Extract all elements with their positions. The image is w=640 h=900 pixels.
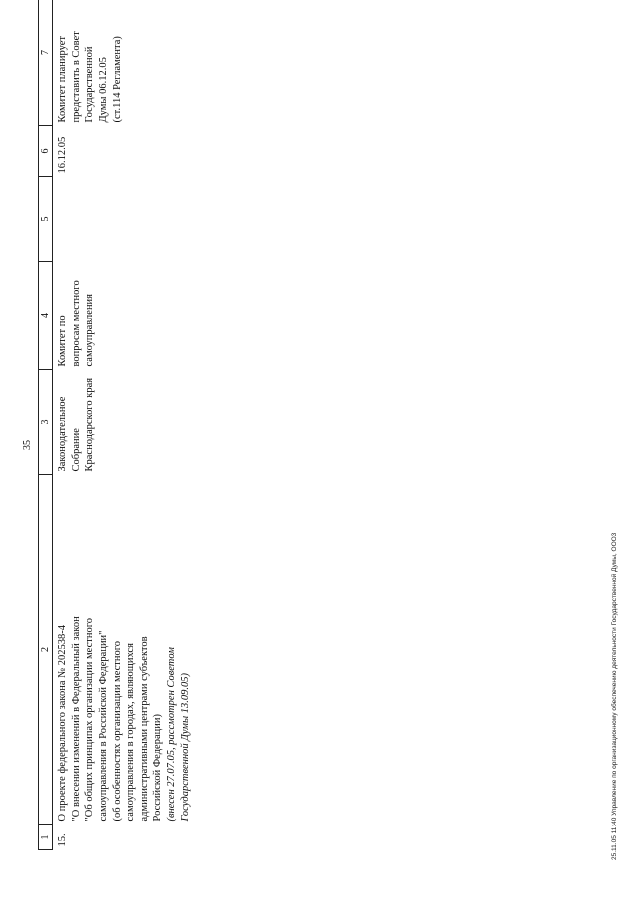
bill-table: [38, 0, 193, 850]
empty-cell: [53, 177, 194, 262]
bill-title-line: О проекте федерального закона № 202538-4: [57, 624, 68, 822]
date-cell: 16.12.05: [57, 136, 68, 174]
remark-line: Думы 06.12.05: [97, 57, 109, 123]
remark-line: Комитет планирует: [57, 36, 68, 123]
remark-line: Государственной: [84, 46, 96, 123]
author-line: Краснодарского края: [84, 377, 96, 472]
bill-title-line: самоуправления в Российской Федерации": [97, 630, 109, 822]
committee-line: вопросам местного: [70, 280, 82, 367]
author-line: Собрание: [70, 428, 82, 472]
bill-title-line: "О внесении изменений в Федеральный закон: [70, 616, 82, 822]
bill-title-line: самоуправления в городах, являющихся: [125, 643, 137, 822]
remark-line: представить в Совет: [70, 31, 82, 123]
author-line: Законодательное: [57, 396, 68, 472]
column-number: 3: [39, 370, 53, 475]
bill-note-line: Государственной Думы 13.09.05): [179, 673, 191, 822]
author-cell: [53, 370, 194, 475]
bill-title-cell: [53, 475, 194, 825]
table-row: [53, 0, 194, 850]
column-number: 1: [39, 825, 53, 850]
bill-title-line: (об особенностях организации местного: [111, 640, 123, 822]
committee-cell: [53, 262, 194, 370]
column-number-row: [39, 0, 53, 850]
bill-title-line: Российской Федерации): [152, 714, 164, 822]
column-number: 6: [39, 126, 53, 177]
page-number: 35: [22, 440, 33, 450]
remark-line: (ст.114 Регламента): [111, 36, 123, 123]
column-number: 7: [39, 0, 53, 126]
remark-cell: [53, 0, 194, 126]
column-number: 4: [39, 262, 53, 370]
print-footer: 25.11.05 11:40 Управление по организационному обеспечению деятельности Государственной Думы, ООО3: [611, 532, 618, 860]
column-number: 2: [39, 475, 53, 825]
bill-note-line: (внесен 27.07.05, рассмотрен Советом: [166, 647, 178, 822]
bill-title-line: административными центрами субъектов: [138, 636, 150, 822]
row-number: 15.: [57, 833, 68, 847]
committee-line: Комитет по: [57, 315, 68, 367]
committee-line: самоуправления: [84, 293, 96, 367]
bill-title-line: "Об общих принципах организации местного: [84, 618, 96, 822]
column-number: 5: [39, 177, 53, 262]
